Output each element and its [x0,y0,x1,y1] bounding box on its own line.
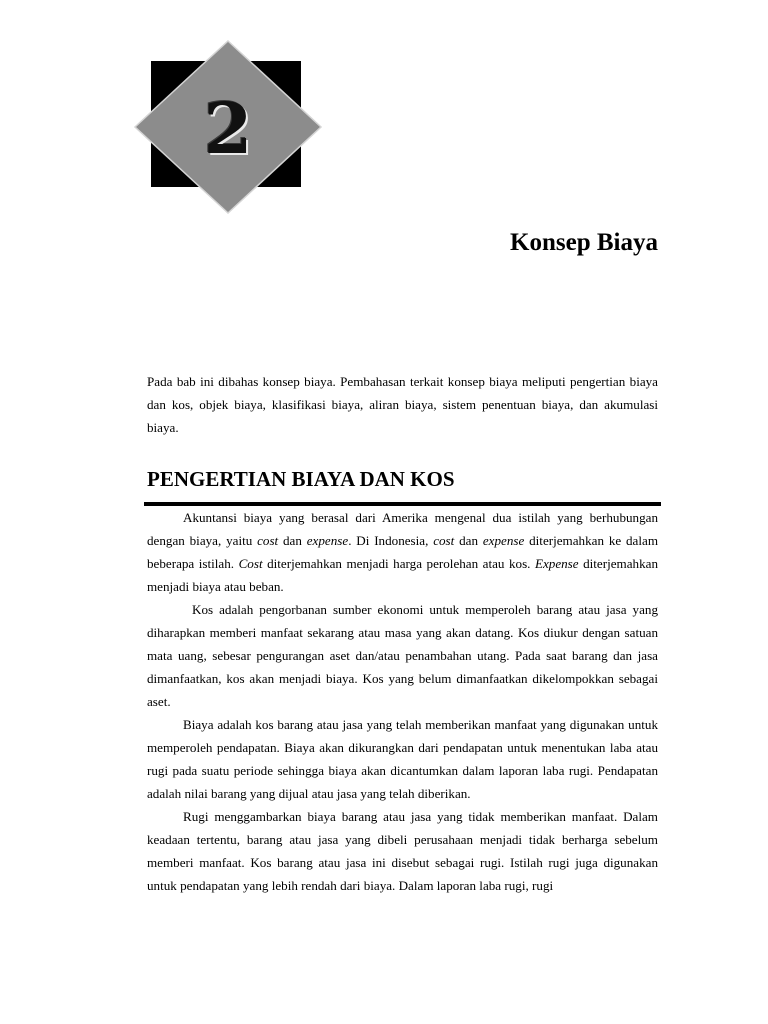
paragraph-1: Akuntansi biaya yang berasal dari Amerika mengenal dua istilah yang berhubungan dengan biaya, yaitu cost dan expense. Di Indonesia, cost dan expense diterjemahkan ke dalam beberapa istilah. Cost diterjemahkan menjadi harga perolehan atau kos. Expense diterjemahkan menjadi biaya atau beban. [147,510,659,594]
paragraph-4: Rugi menggambarkan biaya barang atau jasa yang tidak memberikan manfaat. Dalam keadaan tertentu, barang atau jasa yang dibeli perusahaan menjadi tidak berharga sebelum memberi manfaat. Kos barang atau jasa ini disebut sebagai rugi. Istilah rugi juga digunakan untuk pendapatan yang lebih rendah dari biaya. Dalam laporan laba rugi, rugi [147,809,658,893]
section-pengertian [147,462,658,897]
chapter-emblem [132,40,324,216]
paragraph-2: Kos adalah pengorbanan sumber ekonomi untuk memperoleh barang atau jasa yang diharapkan memberi manfaat sekarang atau masa yang akan datang. Kos diukur dengan satuan mata uang, sebesar pengurangan aset dan/atau penambahan utang. Pada saat barang dan jasa dimanfaatkan, kos akan menjadi biaya. Kos yang belum dimanfaatkan dikelompokkan sebagai aset. [147,602,658,709]
term-expense: expense [306,533,349,548]
chapter-number: 2 [203,87,253,170]
intro-paragraph: Pada bab ini dibahas konsep biaya. Pembahasan terkait konsep biaya meliputi pengertian biaya dan kos, objek biaya, klasifikasi biaya, aliran biaya, sistem penentuan biaya, dan akumulasi biaya. [147,374,658,435]
section-heading: PENGERTIAN BIAYA DAN KOS [147,467,455,491]
paragraph-3: Biaya adalah kos barang atau jasa yang telah memberikan manfaat yang digunakan untuk memperoleh pendapatan. Biaya akan dikurangkan dari pendapatan untuk menentukan laba atau rugi pada suatu periode sehingga biaya akan dicantumkan dalam laporan laba rugi. Pendapatan adalah nilai barang yang dijual atau jasa yang telah diberikan. [147,717,658,801]
term-cost: cost [257,533,279,548]
chapter-title: Konsep Biaya [510,229,658,256]
term-cost: cost [433,533,455,548]
chapter-intro [147,370,658,439]
term-cost: Cost [238,556,263,571]
term-expense: Expense [534,556,579,571]
term-expense: expense [482,533,525,548]
